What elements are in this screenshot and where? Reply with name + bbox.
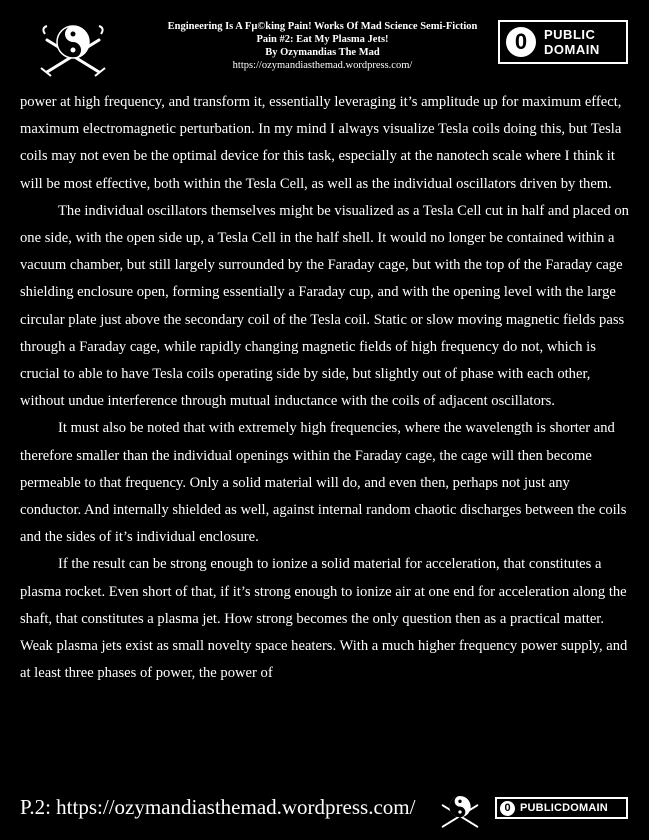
yin-yang-crossed-swords-icon — [436, 792, 484, 832]
paragraph: If the result can be strong enough to ionize a solid material for acceleration, that constitutes a plasma rocket. Even short of that, if it’s strong enough to ionize air at one end for acceleration along the shaft, that constitutes a plasma jet. How strong becomes the only question then as a practical matter. Weak plasma jets exist as small novelty space heaters. With a much higher frequency power supply, and at least three phases of power, the power of — [20, 556, 628, 682]
public-domain-icon: 0 — [506, 27, 536, 57]
body-text — [20, 89, 630, 687]
badge-line-1: PUBLIC — [544, 27, 596, 42]
header-url: https://ozymandiasthemad.wordpress.com/ — [232, 60, 413, 71]
footer-badge-text: PUBLICDOMAIN — [520, 802, 608, 814]
paragraph: It must also be noted that with extremely high frequencies, where the wavelength is shorter and therefore smaller than the individual openings within the Faraday cage, the cage will then become permeable to that frequency. Only a solid material will do, and even then, perhaps not just any conductor. And internally shielded as well, against internal random chaotic discharges between the coils and the sides of it’s individual enclosure. — [20, 420, 627, 546]
yin-yang-crossed-swords-icon — [37, 20, 109, 80]
footer-public-domain-badge — [495, 797, 628, 819]
paragraph: The individual oscillators themselves might be visualized as a Tesla Cell cut in half and placed on one side, with the open side up, a Tesla Cell in the half shell. It would no longer be contained within a vacuum chamber, but still largely surrounded by the Faraday cage, but with the top of the Faraday cage shielding enclosure open, forming essentially a Faraday cup, and with the opening level with the large circular plate just above the secondary coil of the Tesla coil. Static or slow moving magnetic fields pass through a Faraday cage, while rapidly changing magnetic fields of high frequency do not, which is crucial to able to have Tesla coils operating side by side, but slightly out of phase with each other, without undue interference through mutual inductance with the coils of adjacent oscillators. — [20, 202, 629, 410]
page-footer-label: P.2: https://ozymandiasthemad.wordpress.com/ — [20, 795, 416, 819]
document-header — [140, 20, 505, 72]
paragraph: power at high frequency, and transform it, essentially leveraging it’s amplitude up for maximum effect, maximum electromagnetic perturbation. In my mind I always visualize Tesla coils doing this, but Tesla coils may not even be the optimal device for this task, especially at the nanotech scale where I think it will be most effective, both within the Tesla Cell, as well as the individual oscillators driven by them. — [20, 94, 622, 192]
series-title: Engineering Is A Fµ©king Pain! Works Of Mad Science Semi-Fiction — [167, 21, 478, 32]
badge-line-2: DOMAIN — [544, 42, 600, 57]
public-domain-badge — [498, 20, 628, 64]
work-title: Pain #2: Eat My Plasma Jets! — [256, 34, 389, 45]
public-domain-icon: 0 — [500, 801, 515, 816]
author-line: By Ozymandias The Mad — [265, 47, 380, 58]
